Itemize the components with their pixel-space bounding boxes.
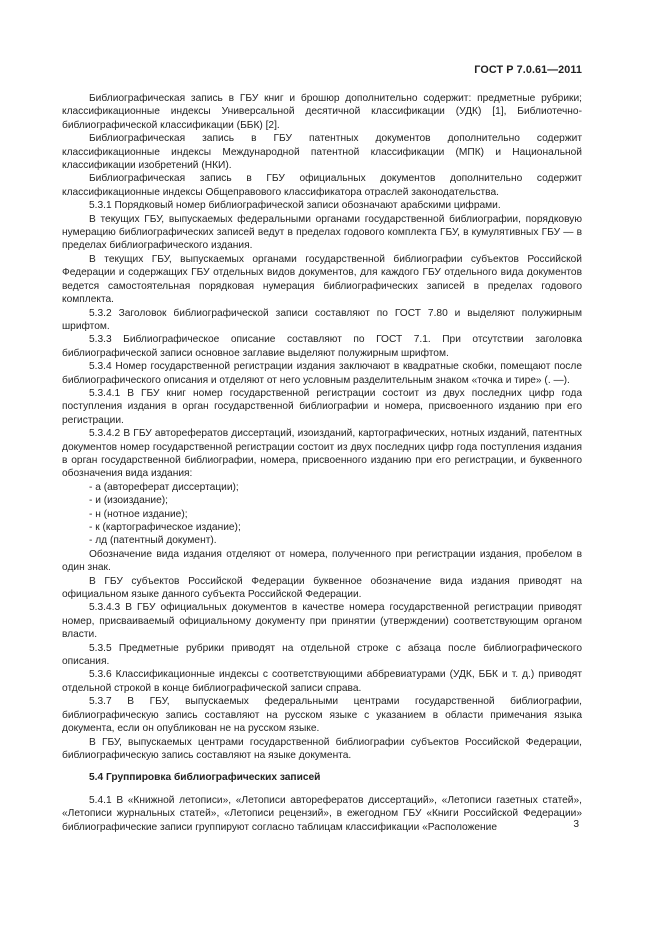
paragraph: В ГБУ субъектов Российской Федерации буквенное обозначение вида издания приводят на официальном языке данного субъекта Российской Федерации. <box>62 575 582 601</box>
paragraph: 5.3.6 Классификационные индексы с соответствующими аббревиатурами (УДК, ББК и т. д.) приводят отдельной строкой в конце библиографической записи справа. <box>62 669 582 694</box>
document-number-header: ГОСТ Р 7.0.61—2011 <box>474 64 582 76</box>
page-content <box>62 92 582 834</box>
paragraph: 5.3.4.2 В ГБУ авторефератов диссертаций, изоизданий, картографических, нотных изданий, патентных документов номер государственной регистрации состоит из двух последних цифр года поступления издания в орган государственной библиографии, номера, присвоенного изданию при его регистрации, и буквенного обозначения вида издания: <box>62 428 582 480</box>
paragraph: 5.3.5 Предметные рубрики приводят на отдельной строке с абзаца после библиографического описания. <box>62 642 582 668</box>
list-item-text: - а (автореферат диссертации); <box>89 481 239 493</box>
list-item <box>62 481 582 494</box>
list-item-text: - к (картографическое издание); <box>89 522 241 533</box>
paragraph: 5.3.4.1 В ГБУ книг номер государственной регистрации состоит из двух последних цифр года поступления издания в орган государственной библиографии и номера, присвоенного изданию при его регистрации. <box>62 387 582 426</box>
list-item-text: - и (изоиздание); <box>89 495 169 507</box>
paragraph: 5.3.1 Порядковый номер библиографической записи обозначают арабскими цифрами. <box>89 200 501 212</box>
paragraph: Библиографическая запись в ГБУ патентных документов дополнительно содержит классификационные индексы Международной патентной классификации (МПК) и Национальной классификации изобретений (НКИ). <box>62 133 582 172</box>
list-item-text: - н (нотное издание); <box>89 508 188 520</box>
paragraph: Обозначение вида издания отделяют от номера, полученного при регистрации издания, пробелом в один знак. <box>62 548 582 574</box>
paragraph: 5.3.2 Заголовок библиографической записи составляют по ГОСТ 7.80 и выделяют полужирным шрифтом. <box>62 307 582 332</box>
paragraph: В текущих ГБУ, выпускаемых федеральными органами государственной библиографии, порядковую нумерацию библиографических записей ведут в пределах годового комплекта ГБУ, в кумулятивных ГБУ — в пределах библиографического издания. <box>62 213 582 252</box>
paragraph: В ГБУ, выпускаемых центрами государственной библиографии субъектов Российской Федерации, библиографическую запись составляют на языке документа. <box>62 736 582 761</box>
list-item-text: - лд (патентный документ). <box>89 535 217 547</box>
page-number: 3 <box>573 819 579 830</box>
list-item <box>62 494 582 507</box>
list-item <box>62 521 582 534</box>
paragraph: В текущих ГБУ, выпускаемых органами государственной библиографии субъектов Российской Федерации и содержащих ГБУ отдельных видов документов, для каждого ГБУ отдельного вида документов ведется самостоятельная порядковая нумерация библиографических записей в пределах годового комплекта. <box>62 253 582 306</box>
paragraph: Библиографическая запись в ГБУ официальных документов дополнительно содержит классификационные индексы Общеправового классификатора отраслей законодательства. <box>62 173 582 198</box>
list-item <box>62 508 582 521</box>
paragraph: 5.4.1 В «Книжной летописи», «Летописи авторефератов диссертаций», «Летописи газетных статей», «Летописи журнальных статей», «Летописи рецензий», в ежегодном ГБУ «Книги Российской Федерации» библиографические записи группируют согласно таблицам классификации «Расположение <box>62 794 582 833</box>
list-item <box>62 534 582 547</box>
paragraph: 5.3.3 Библиографическое описание составляют по ГОСТ 7.1. При отсутствии заголовка библиографической записи основное заглавие выделяют полужирным шрифтом. <box>62 334 582 359</box>
paragraph: 5.3.7 В ГБУ, выпускаемых федеральными центрами государственной библиографии, библиографическую запись составляют на русском языке с указанием в области примечания языка документа, если он опубликован не на русском языке. <box>62 696 582 735</box>
paragraph: 5.3.4 Номер государственной регистрации издания заключают в квадратные скобки, помещают после библиографического описания и отделяют от него условным разделительным знаком «точка и тире» (. —). <box>62 361 582 386</box>
section-heading: 5.4 Группировка библиографических записей <box>89 772 321 784</box>
paragraph: 5.3.4.3 В ГБУ официальных документов в качестве номера государственной регистрации приводят номер, присваиваемый официальному документу при принятии (утверждении) соответствующим органом власти. <box>62 602 582 641</box>
paragraph: Библиографическая запись в ГБУ книг и брошюр дополнительно содержит: предметные рубрики; классификационные индексы Универсальной десятичной классификации (УДК) [1], Библиотечно-библиографической классификации (ББК) [2]. <box>62 93 582 131</box>
